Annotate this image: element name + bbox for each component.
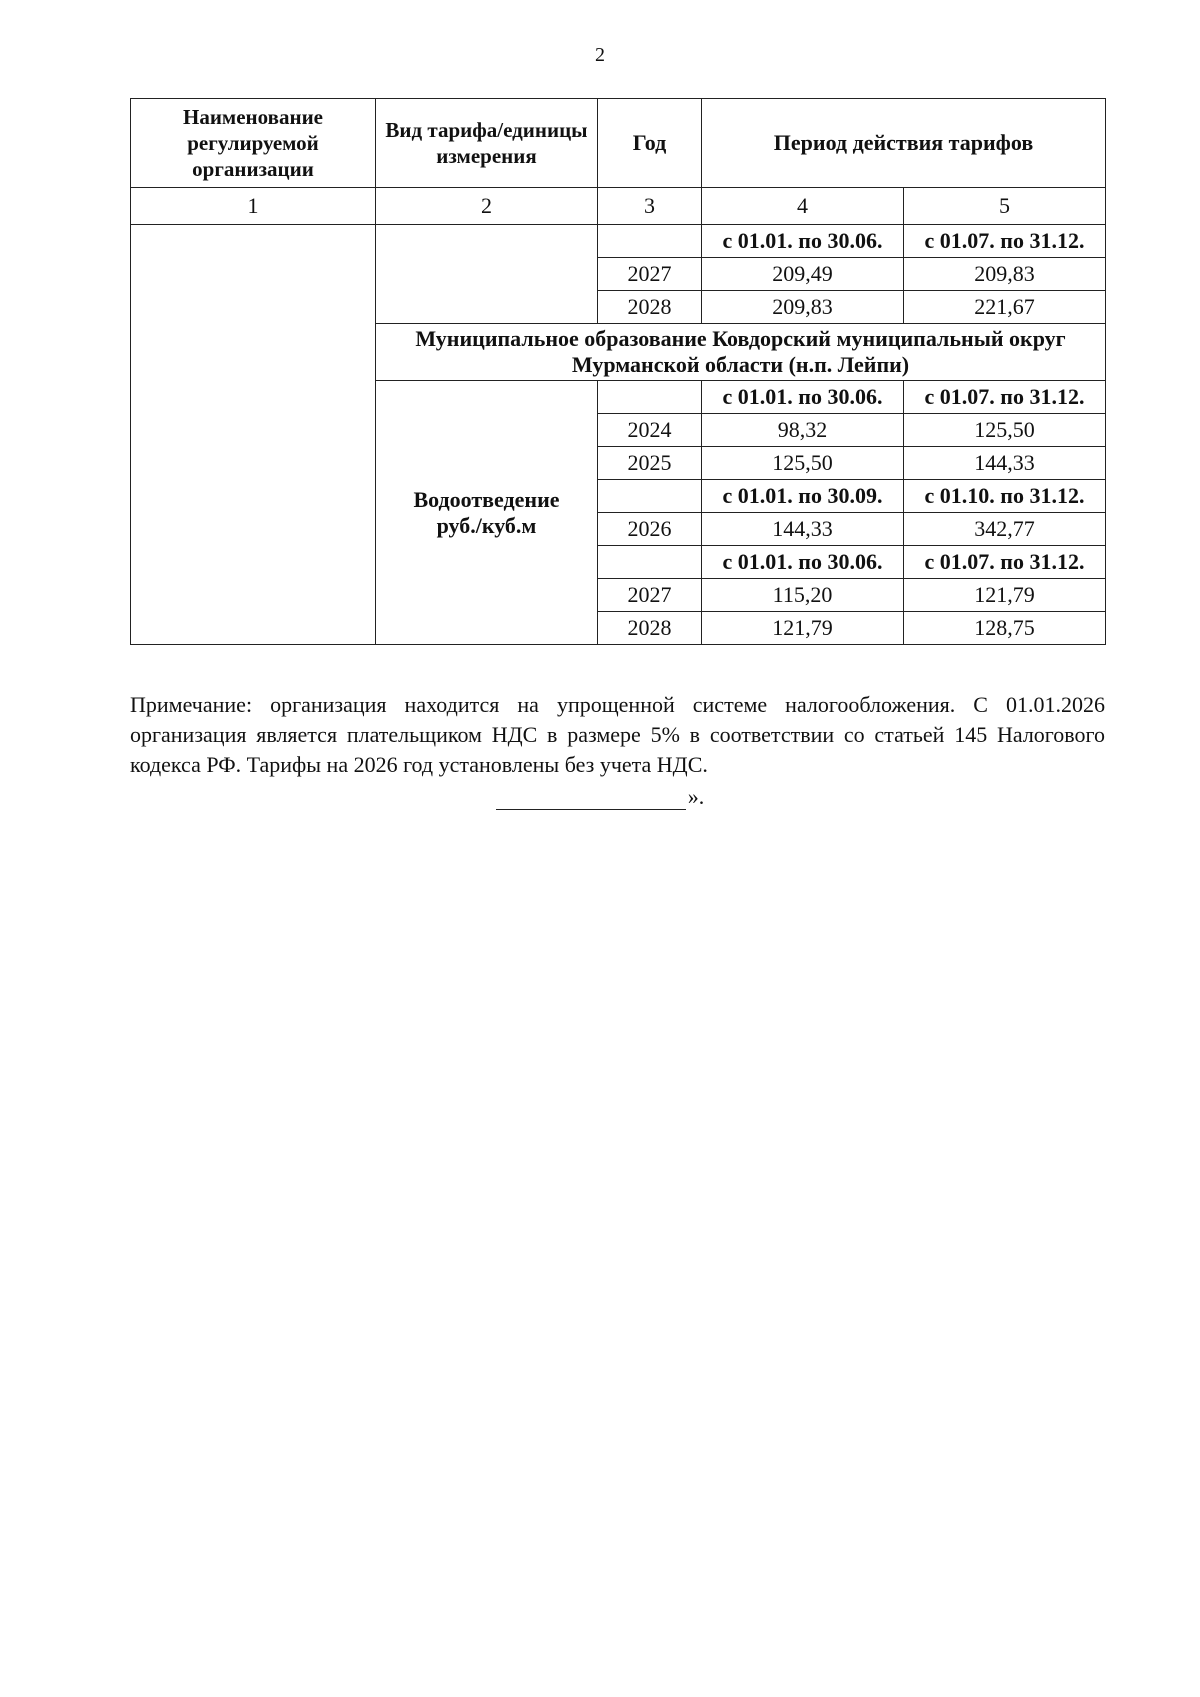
tariff-table: [130, 98, 1106, 645]
tariff-unit: руб./куб.м: [436, 512, 537, 538]
tariff-type-cell: [376, 225, 598, 324]
note-paragraph: Примечание: организация находится на упрощенной системе налогообложения. С 01.01.2026 организация является плательщиком НДС в размере 5% в соответствии со статьей 145 Налогового кодекса РФ. Тарифы на 2026 год установлены без учета НДС.: [130, 692, 1105, 777]
organization-cell: [131, 225, 376, 645]
column-number: 1: [131, 188, 376, 225]
tariff-value: 209,83: [904, 258, 1106, 291]
year-cell: [598, 546, 702, 579]
table-header-row: [131, 99, 1106, 188]
column-number-row: [131, 188, 1106, 225]
period-header-cell: с 01.01. по 30.09.: [702, 480, 904, 513]
year-cell: 2027: [598, 579, 702, 612]
tariff-value: 115,20: [702, 579, 904, 612]
header-year: Год: [598, 99, 702, 188]
tariff-value: 121,79: [702, 612, 904, 645]
year-cell: [598, 381, 702, 414]
header-tariff-type: Вид тарифа/единицы измерения: [376, 99, 598, 188]
closing-line: [496, 787, 686, 810]
column-number: 5: [904, 188, 1106, 225]
municipal-title: Муниципальное образование Ковдорский муниципальный округ Мурманской области (н.п. Лейпи): [376, 324, 1106, 381]
year-cell: [598, 480, 702, 513]
year-cell: 2024: [598, 414, 702, 447]
column-number: 2: [376, 188, 598, 225]
column-number: 4: [702, 188, 904, 225]
closing-mark: [0, 784, 1200, 810]
header-organization: Наименование регулируемой организации: [131, 99, 376, 188]
tariff-value: 128,75: [904, 612, 1106, 645]
page-number: 2: [595, 44, 605, 66]
year-cell: 2025: [598, 447, 702, 480]
year-cell: 2028: [598, 612, 702, 645]
period-header-cell: с 01.01. по 30.06.: [702, 225, 904, 258]
table-row: [131, 225, 1106, 258]
period-header-cell: с 01.07. по 31.12.: [904, 225, 1106, 258]
year-cell: [598, 225, 702, 258]
header-period: Период действия тарифов: [702, 99, 1106, 188]
year-cell: 2026: [598, 513, 702, 546]
year-cell: 2028: [598, 291, 702, 324]
column-number: 3: [598, 188, 702, 225]
period-header-cell: с 01.01. по 30.06.: [702, 546, 904, 579]
tariff-value: 209,49: [702, 258, 904, 291]
tariff-value: 121,79: [904, 579, 1106, 612]
tariff-value: 342,77: [904, 513, 1106, 546]
tariff-value: 98,32: [702, 414, 904, 447]
tariff-value: 221,67: [904, 291, 1106, 324]
period-header-cell: с 01.07. по 31.12.: [904, 381, 1106, 414]
period-header-cell: с 01.10. по 31.12.: [904, 480, 1106, 513]
year-cell: 2027: [598, 258, 702, 291]
tariff-value: 209,83: [702, 291, 904, 324]
tariff-name: Водоотведение: [413, 486, 560, 512]
tariff-value: 125,50: [702, 447, 904, 480]
tariff-value: 144,33: [904, 447, 1106, 480]
tariff-type-cell: [376, 381, 598, 645]
period-header-cell: с 01.07. по 31.12.: [904, 546, 1106, 579]
closing-quote: ».: [687, 784, 705, 809]
period-header-cell: с 01.01. по 30.06.: [702, 381, 904, 414]
tariff-value: 144,33: [702, 513, 904, 546]
tariff-value: 125,50: [904, 414, 1106, 447]
